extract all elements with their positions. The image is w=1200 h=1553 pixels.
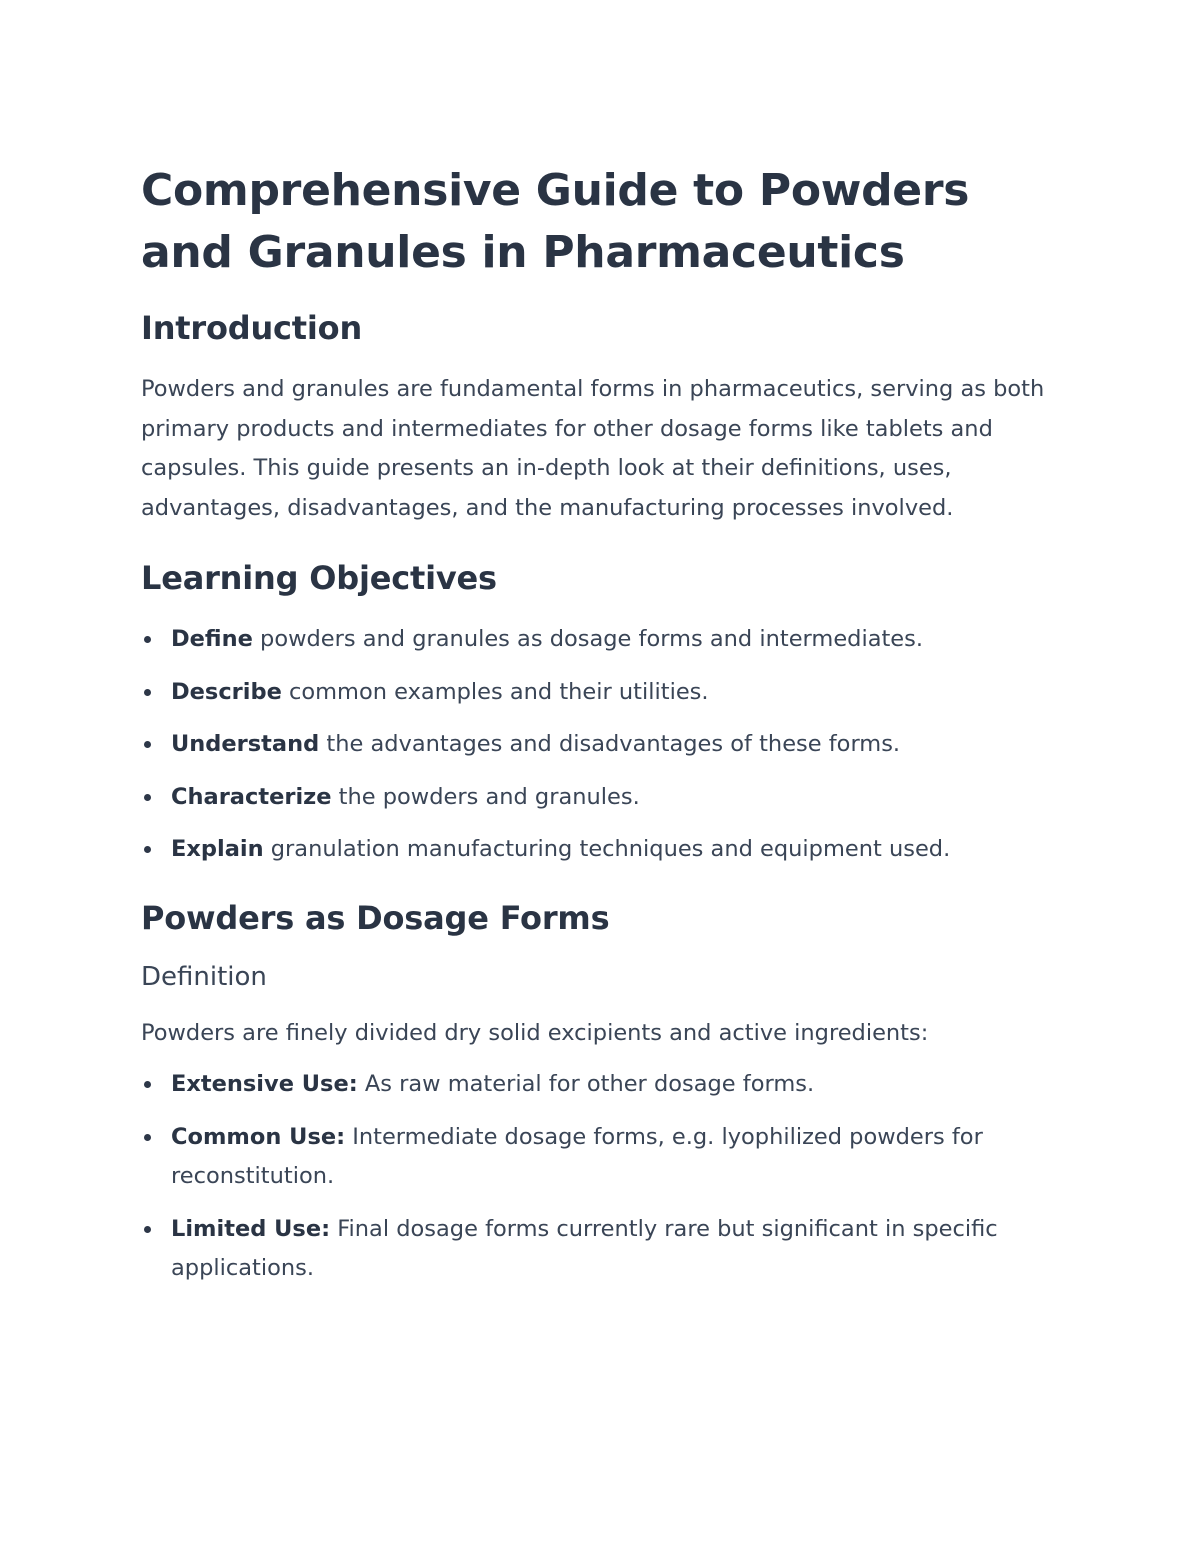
- bullet-icon: [144, 1134, 151, 1141]
- document-page: [141, 160, 1061, 1317]
- bullet-icon: [144, 741, 151, 748]
- powders-heading: Powders as Dosage Forms: [141, 898, 610, 937]
- use-text: As raw material for other dosage forms.: [357, 1071, 815, 1097]
- use-keyword: Extensive Use:: [171, 1071, 358, 1097]
- introduction-heading: Introduction: [141, 309, 363, 347]
- objectives-list: [141, 620, 1061, 870]
- list-item: [141, 778, 1061, 818]
- objective-text: powders and granules as dosage forms and intermediates.: [252, 626, 924, 652]
- list-item: [141, 620, 1061, 660]
- list-item: [141, 673, 1061, 713]
- objectives-heading: Learning Objectives: [141, 559, 497, 597]
- objective-keyword: Define: [171, 626, 253, 652]
- objective-keyword: Understand: [171, 731, 320, 757]
- definition-list: [141, 1065, 1061, 1289]
- introduction-paragraph: Powders and granules are fundamental forms in pharmaceutics, serving as both primary products and intermediates for other dosage forms like tablets and capsules. This guide presents an in-depth look at their definitions, uses, advantages, disadvantages, and the manufacturing processes involved.: [141, 376, 1045, 521]
- bullet-icon: [144, 1081, 151, 1088]
- use-keyword: Limited Use:: [171, 1215, 331, 1242]
- objective-keyword: Characterize: [171, 783, 332, 810]
- document-title: Comprehensive Guide to Powders and Granules in Pharmaceutics: [141, 165, 970, 278]
- bullet-icon: [144, 1226, 151, 1233]
- objective-text: the powders and granules.: [331, 783, 640, 810]
- list-item: [141, 1118, 1061, 1197]
- list-item: [141, 1065, 1061, 1105]
- use-text: Intermediate dosage forms, e.g. lyophilized powders for reconstitution.: [171, 1123, 983, 1189]
- objective-text: the advantages and disadvantages of these forms.: [319, 731, 901, 757]
- definition-heading: Definition: [141, 961, 267, 992]
- objective-text: common examples and their utilities.: [281, 678, 709, 705]
- bullet-icon: [144, 689, 151, 696]
- bullet-icon: [144, 794, 151, 801]
- list-item: [141, 1210, 1061, 1289]
- bullet-icon: [144, 636, 151, 643]
- list-item: [141, 830, 1061, 870]
- bullet-icon: [144, 846, 151, 853]
- objective-keyword: Describe: [171, 678, 282, 705]
- use-keyword: Common Use:: [171, 1123, 346, 1150]
- objective-keyword: Explain: [171, 836, 264, 862]
- list-item: [141, 725, 1061, 765]
- definition-paragraph: Powders are finely divided dry solid excipients and active ingredients:: [141, 1019, 929, 1046]
- objective-text: granulation manufacturing techniques and equipment used.: [263, 836, 951, 862]
- use-text: Final dosage forms currently rare but significant in specific applications.: [171, 1215, 998, 1281]
